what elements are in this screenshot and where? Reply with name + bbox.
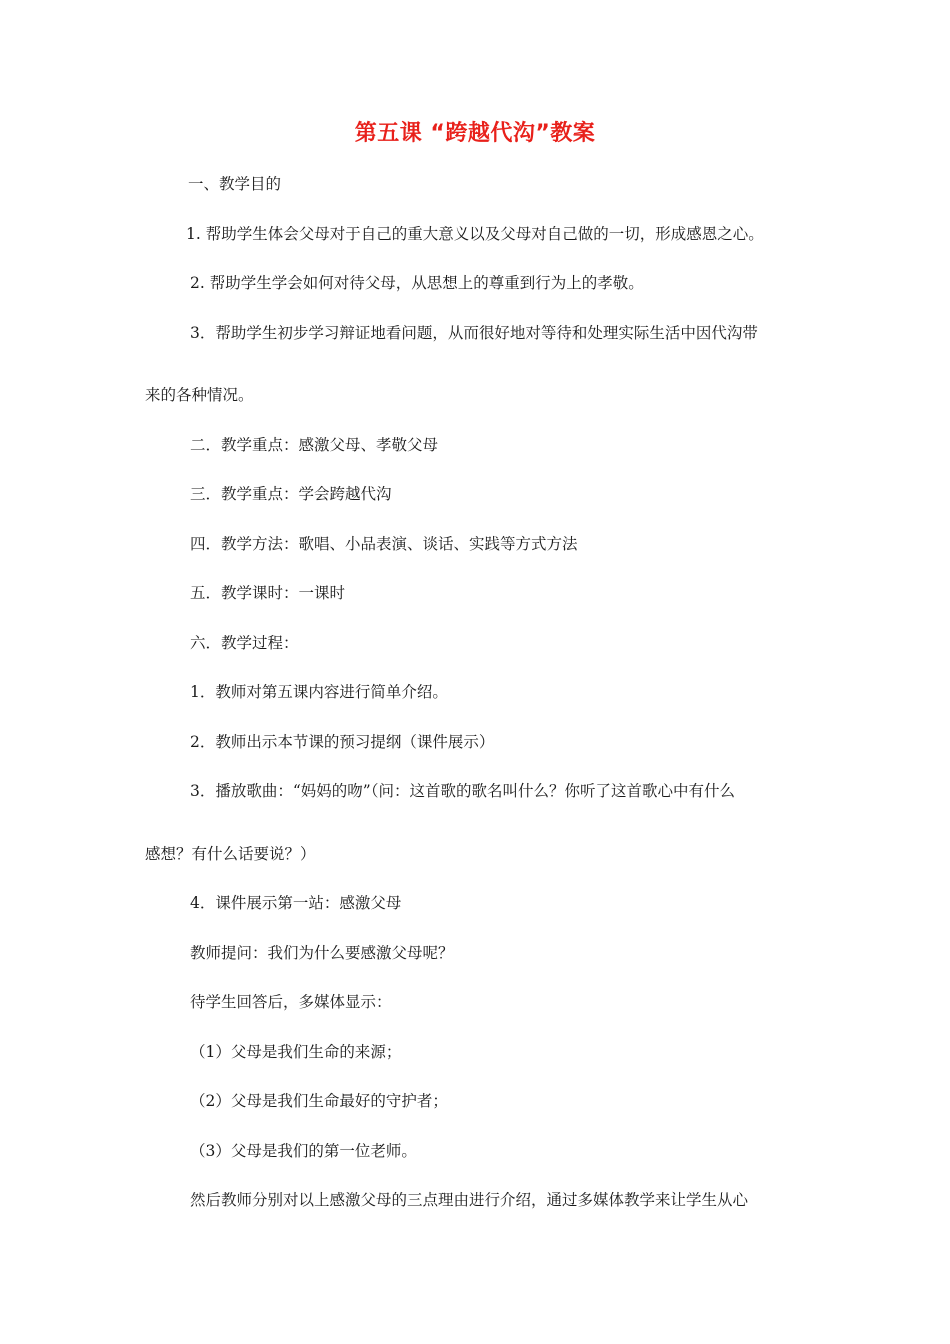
process-step-3: 3．播放歌曲：“妈妈的吻”（问：这首歌的歌名叫什么？你听了这首歌心中有什么 xyxy=(190,782,735,800)
process-step-1: 1．教师对第五课内容进行简单介绍。 xyxy=(190,683,448,701)
objective-item-3-continued: 来的各种情况。 xyxy=(145,386,254,404)
section-heading-class-hours: 五．教学课时：一课时 xyxy=(190,584,346,602)
section-heading-objectives: 一、教学目的 xyxy=(188,175,282,193)
reason-item-3: （3）父母是我们的第一位老师。 xyxy=(190,1142,417,1160)
document-title: 第五课 “跨越代沟”教案 xyxy=(354,121,596,146)
section-heading-methods: 四．教学方法：歌唱、小品表演、谈话、实践等方式方法 xyxy=(190,535,578,553)
multimedia-display-intro: 待学生回答后，多媒体显示： xyxy=(190,993,392,1011)
objective-item-3: 3．帮助学生初步学习辩证地看问题，从而很好地对等待和处理实际生活中因代沟带 xyxy=(190,324,758,342)
objective-item-1: 1. 帮助学生体会父母对于自己的重大意义以及父母对自己做的一切，形成感恩之心。 xyxy=(186,225,764,243)
process-step-3-continued: 感想？有什么话要说？） xyxy=(145,845,316,863)
process-step-2: 2．教师出示本节课的预习提纲（课件展示） xyxy=(190,733,495,751)
reason-item-1: （1）父母是我们生命的来源； xyxy=(190,1043,402,1061)
section-heading-key-points: 二．教学重点：感激父母、孝敬父母 xyxy=(190,436,439,454)
teacher-introduction-paragraph: 然后教师分别对以上感激父母的三点理由进行介绍，通过多媒体教学来让学生从心 xyxy=(190,1191,749,1209)
reason-item-2: （2）父母是我们生命最好的守护者； xyxy=(190,1092,448,1110)
section-heading-process: 六．教学过程： xyxy=(190,634,299,652)
teacher-question: 教师提问：我们为什么要感激父母呢？ xyxy=(190,944,454,962)
process-step-4: 4．课件展示第一站：感激父母 xyxy=(190,894,402,912)
section-heading-difficult-points: 三．教学重点：学会跨越代沟 xyxy=(190,485,392,503)
objective-item-2: 2. 帮助学生学会如何对待父母，从思想上的尊重到行为上的孝敬。 xyxy=(190,274,644,292)
